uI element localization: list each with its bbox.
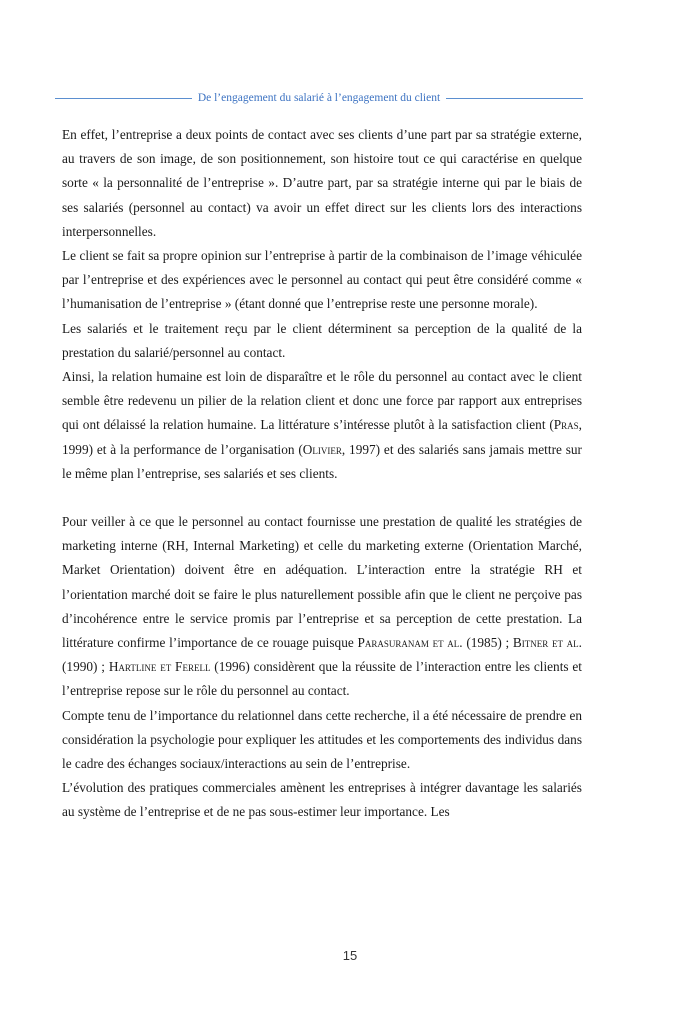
header-title: De l’engagement du salarié à l’engagement du client	[197, 92, 441, 104]
citation-author: Parasuranam et al.	[357, 635, 463, 651]
page-number: 15	[342, 948, 358, 963]
paragraph-text: Ainsi, la relation humaine est loin de disparaître et le rôle du personnel au contact avec le client semble être redevenu un pilier de la relation client et donc une force par rapport aux entreprises qui ont délaissé la relation humaine. La littérature s’intéresse plutôt à la satisfaction client (	[62, 369, 582, 433]
paragraph: En effet, l’entreprise a deux points de contact avec ses clients d’une part par sa stratégie externe, au travers de son image, de son positionnement, son histoire tout ce qui caractérise en quelque sorte « la personnalité de l’entreprise ». D’autre part, par sa stratégie interne qui par le biais de ses salariés (personnel au contact) va avoir un effet direct sur les clients lors des interactions interpersonnelles.	[62, 127, 582, 239]
paragraph	[62, 365, 582, 486]
paragraph: Compte tenu de l’importance du relationnel dans cette recherche, il a été nécessaire de prendre en considération la psychologie pour expliquer les attitudes et les comportements des individus dans le cadre des échanges sociaux/interactions au sein de l’entreprise.	[62, 707, 582, 772]
paragraph-text: , 1997) et des salariés sans jamais mettre sur le même plan l’entreprise, ses salariés et ses clients.	[62, 441, 582, 481]
paragraph: Les salariés et le traitement reçu par le client déterminent sa perception de la qualité de la prestation du salarié/personnel au contact.	[62, 320, 582, 360]
citation-author: Pras	[553, 417, 579, 433]
paragraph-text: , 1999) et à la performance de l’organisation (	[62, 417, 582, 457]
paragraph-text: (1996) considèrent que la réussite de l’interaction entre les clients et l’entreprise repose sur le rôle du personnel au contact.	[62, 659, 583, 699]
citation-author: Hartline et Ferell	[108, 659, 211, 675]
citation-author: Olivier	[302, 441, 342, 457]
paragraph: Le client se fait sa propre opinion sur l’entreprise à partir de la combinaison de l’image véhiculée par l’entreprise et des expériences avec le personnel au contact qui peut être considéré comme « l’humanisation de l’entreprise » (étant donné que l’entreprise reste une personne morale).	[62, 248, 582, 312]
paragraph-text: (1985) ;	[462, 635, 513, 651]
header-rule-left	[55, 98, 192, 99]
running-header	[55, 92, 583, 104]
citation-author: Bitner et al.	[512, 635, 582, 651]
paragraph: L’évolution des pratiques commerciales amènent les entreprises à intégrer davantage les salariés au système de l’entreprise et de ne pas sous-estimer leur importance. Les	[62, 780, 582, 820]
header-rule-right	[446, 98, 583, 99]
paragraph-text: (1990) ;	[62, 659, 109, 675]
paragraph-text: Pour veiller à ce que le personnel au contact fournisse une prestation de qualité les stratégies de marketing interne (RH, Internal Marketing) et celle du marketing externe (Orientation Marché, Market Orientation) doivent être en adéquation. L’interaction entre la stratégie RH et l’orientation marché doit se faire le plus naturellement possible afin que le client ne perçoive pas d’incohérence entre le service promis par l’entreprise et sa perception de cette prestation. La littérature confirme l’importance de ce rouage puisque	[62, 514, 582, 651]
body-text	[62, 123, 582, 825]
paragraph	[62, 510, 582, 704]
